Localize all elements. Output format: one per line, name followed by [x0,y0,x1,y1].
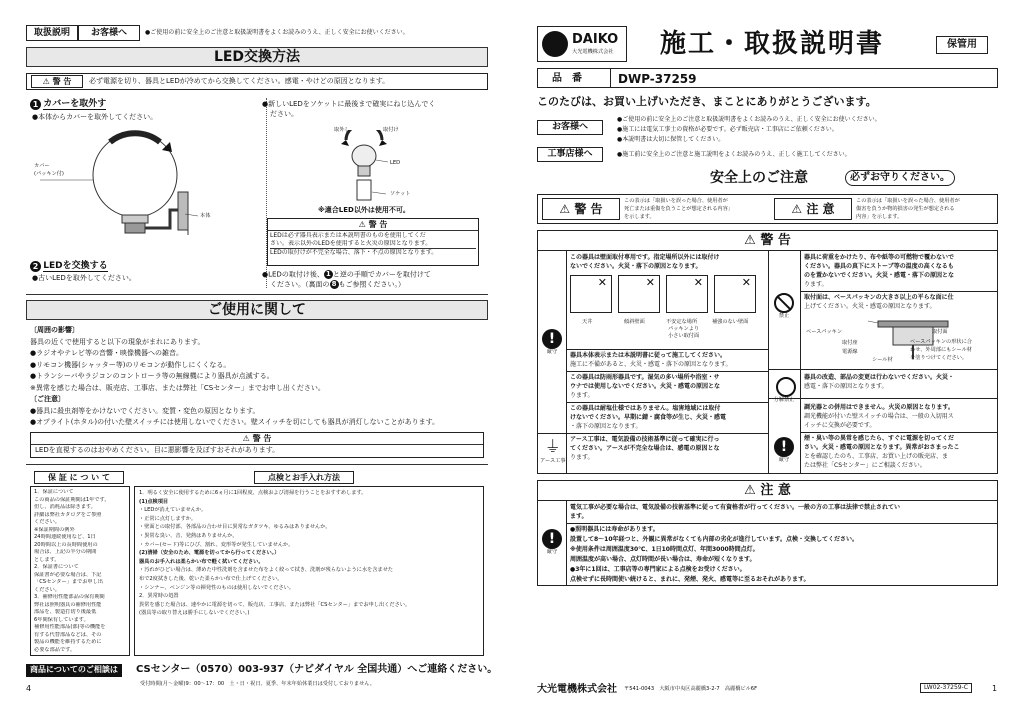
warning-triangle-icon: ⚠ [559,202,571,216]
care-box [134,486,484,656]
warning-line: ・落下の原因となります。 [570,423,642,430]
warning-triangle-icon: ⚠ [744,233,756,248]
logo-subtext: 大光電機株式会社 [572,49,614,55]
warranty-line: 「CSセンター」までお申し出 [34,579,103,585]
step1-heading [30,98,106,110]
thanks-text: このたびは、お買い上げいただき、まことにありがとうございます。 [537,95,877,108]
warranty-line: 20時間以上の長時間使用の [34,541,98,548]
step2-number: 2 [30,261,41,272]
legend-warning-label: ⚠ 警 告 [542,198,620,220]
care-line: ・シンナー、ベンジン等の揮発性のものは使用しないでください。 [139,584,295,591]
care-line: ・正常に点灯しますか。 [139,515,197,522]
warning-line: この器具は防雨形器具です。湿気の多い場所や浴室・サ [570,374,720,381]
customer-note: ●ご使用の前に安全上のご注意と取扱説明書をよくお読みのうえ、正しく安全にお使いください。 [617,116,881,123]
care-line: ・壁面との取付部、各部品の合わせ目に異常なガタツキ、ゆるみはありませんか。 [139,524,331,531]
reattach-text-1: ●LEDの取付け後、 1 と逆の手順でカバーを取付けて [262,270,431,279]
warranty-box [30,486,130,656]
must-label: 厳守 [778,457,790,463]
warning-line: 器具の改造、部品の変更は行わないでください。火災・ [804,374,955,381]
daiko-logo-icon [542,31,568,57]
warning-line: イッチに交換が必要です。 [804,422,876,429]
compatible-led-note: ※適合LED以外は使用不可。 [318,206,410,214]
warning-line: 調光機能が付いた壁スイッチの場合は、一般の入切用ス [804,413,954,420]
page-number-left: 4 [26,684,32,693]
warranty-line: 2．保証書について [34,564,79,570]
tag-customer: お客様へ [78,25,140,41]
warning-table-header: ⚠ 警 告 [538,231,997,251]
ground-label: アース工事 [540,457,566,464]
must-icon-group [542,329,562,356]
care-line: 器具のお手入れは柔らかい布で軽く拭いてください。 [139,558,264,565]
care-line: ・異常な臭い、音、発熱はありませんか。 [139,532,238,539]
step2-heading [30,260,108,272]
warning-line: ウナでは使用しないでください。火災・感電の原因とな [570,383,721,390]
caution-table-header: ⚠ 注 意 [538,481,997,501]
model-row [537,68,998,88]
x-mark-icon: ✕ [741,276,751,289]
slope-picture [618,275,660,313]
tag-manual: 取扱説明 [26,25,78,41]
warning-line: けないでください。早期に錆・腐食等が生じ、火災・感電 [570,414,727,421]
caution-triangle-icon: ⚠ [744,483,756,498]
warning-label-1: ⚠ 警 告 [31,75,83,88]
document-title: 施工・取扱説明書 [660,29,885,59]
warning-line: ります。 [804,281,828,288]
warning-line: とを確認したのち、工事店、お買い上げの販売店、ま [804,453,949,460]
x-mark-icon: ✕ [693,276,703,289]
warning-line: 調光器との併用はできません。火災の原因となります。 [804,404,954,411]
key-legend [537,194,998,224]
warning-line: ください。器具の真下にストーブ等の温度の高くなるも [804,263,954,270]
warning-line: この器具は耐塩仕様ではありません。塩害地域には取付 [570,405,721,412]
packing-label: わせ、外周部にもシール材 [910,347,972,353]
reattach-text-2: ください。（裏面の 8 もご参照ください。） [270,280,405,289]
warranty-line: 保証書が必要な場合は、下記 [34,571,102,578]
picture-label: 傾斜壁面 [624,319,645,325]
warranty-line: この商品の保証期間は1年です。 [34,496,110,503]
no-disassembly-icon-group [772,377,796,404]
warning-item-r1 [804,253,954,289]
step1-title: カバーを取外す [43,99,107,109]
care-line: 2．異常時の処置 [139,593,179,600]
usage-line: 〔周囲の影響〕 [30,326,79,334]
warning-item-r3 [804,373,954,391]
caution-line: ます。 [570,513,588,520]
picture-label: 不安定な場所 [666,319,698,325]
care-line: (2)清掃（安全のため、電源を切ってから行ってください。） [139,550,280,557]
prohibit-label: 禁止 [778,313,790,319]
prohibit-icon [774,293,794,313]
legend-line: この表示は「取扱いを誤った場合、使用者が [624,198,728,204]
warning-item-r4 [804,403,954,430]
care-line: 布で2度拭きした後、乾いた柔らかい布で仕上げてください。 [139,575,283,582]
warning2-line: LEDの取付けが不完全な場合、落下・不点の原因となります。 [270,248,476,257]
usage-line: ●器具に殺虫剤等をかけないでください。変質・変色の原因となります。 [30,406,260,415]
label-attach: 取付け [383,127,399,133]
model-label: 品 番 [552,73,582,84]
warning-item-5 [570,435,720,462]
safety-title: 安全上のご注意 [710,170,808,186]
warranty-line: 場合は、上記の半分の期間 [34,549,97,555]
warranty-line: 有する代替部品などは、その [34,631,102,638]
caution-line: ●照明器具には寿命があります。 [570,526,659,533]
usage-line: ●オプライト(ホタル)の付いた壁スイッチには使用しないでください。壁スイッチを切にしても器具が消灯しないことがあります。 [30,418,440,426]
installer-note: ●施工前に安全上のご注意と施工説明をよくお読みのうえ、正しく施工してください。 [617,151,851,158]
usage-section-title: ご使用に関して [26,300,488,320]
warranty-line: 補修用性能部品(部)等の機能を [34,624,106,630]
packing-label: を塗りつけてください。 [910,355,968,361]
care-line: ・カバー(セード)等にひび、割れ、変形等が発生していませんか。 [139,541,294,548]
caution-item-1 [570,503,900,521]
warranty-line: ください。 [34,586,60,593]
legend-line: を示します。 [624,214,655,220]
business-hours: 受付時間(月〜金曜)9：00〜17：00 土・日・祝日、夏季、年末年始休業日は受付しておりません。 [140,681,375,687]
document-code: LW02-37259-C [920,683,972,693]
caution-line: 設置して8〜10年経つと、外観に異常がなくても内部の劣化が進行しています。点検・交換してください。 [570,536,859,543]
care-line: (1)点検項目 [139,498,169,505]
legend-line: 傷害を負うか物的損害の発生が想定される [856,206,955,212]
label-body: 本体 [200,213,211,219]
legend-line: この表示は「取扱いを誤った場合、使用者が [856,198,960,204]
warning-item-r5 [804,434,960,470]
warranty-line: 6年間保有しています。 [34,616,89,623]
unstable-picture [666,275,708,313]
packing-label: 電源線 [842,349,858,355]
care-line: 異常を感じた場合は、速やかに電源を切って、販売店、工事店、または弊社「CSセンター」までお申し出ください。 [139,601,411,608]
usage-line: ※異常を感じた場合は、販売店、工事店、または弊社「CSセンター」までお申し出ください。 [30,383,325,392]
top-note: ●ご使用の前に安全上のご注意と取扱説明書をよくお読みのうえ、正しく安全にお使いください。 [145,29,409,36]
step2-title: LEDを交換する [43,261,108,271]
warning-line: ります。 [570,392,594,399]
warning-box-1 [26,73,488,90]
warranty-line: ※保証期間の例外 [34,526,75,533]
exclamation-icon: ! [774,437,794,457]
picture-label: 補強のない壁面 [712,319,749,325]
warning-line: たは弊社「CSセンター」にご相談ください。 [804,462,926,469]
installer-tag: 工事店様へ [537,147,603,162]
warning-line: ないでください。火災・落下の原因となります。 [570,263,702,270]
no-disassembly-label: 分解禁止 [773,397,795,403]
warranty-line: 必要な部品です。 [34,646,76,653]
warranty-line: 24時間連続使用など、1日 [34,534,96,540]
picture-label: パッキンより [668,326,700,332]
legend-warning-desc [624,197,733,221]
prohibit-icon-group [774,293,794,320]
ground-icon: ⏚ [544,437,561,456]
weak-wall-picture [714,275,756,313]
warning-item-1 [570,253,720,271]
warning-triangle-icon: ⚠ [242,434,250,443]
exclamation-icon: ! [542,329,562,349]
warranty-line: 詳細は弊社カタログをご参照 [34,511,102,518]
ceiling-picture [570,275,612,313]
care-title: 点検とお手入れ方法 [254,471,354,484]
usage-line: ●ラジオやテレビ等の音響・映像機器への雑音。 [30,349,183,357]
caution-line: ※使用条件は周囲温度30℃、1日10時間点灯、年間3000時間点灯。 [570,546,759,553]
led-section-title: LED交換方法 [26,47,488,67]
warranty-line: 3．補修用性能部品の保有期間 [34,594,105,600]
usage-line: 器具の近くで使用すると以下の現象がまれにあります。 [30,337,205,346]
warning-line: 施工に不備があると、火災・感電・落下の原因となります。 [570,361,732,368]
legend-caution-desc [856,197,960,221]
caution-line: 電気工事が必要な場合は、電気設備の技術基準に従って有資格者が行ってください。一般の方の工事は法律で禁止されてい [570,504,901,511]
step1-text: ●本体からカバーを取外してください。 [32,113,158,121]
packing-label: 取付面 [932,329,948,335]
warning-box-2 [267,218,479,266]
packing-label: ベースパッキン [806,329,843,335]
label-socket: ソケット [390,191,411,197]
caution-line: 点検せずに長時間使い続けると、まれに、発煙、発火、感電等に至るおそれがあります。 [570,576,810,583]
warning-triangle-icon: ⚠ [42,77,50,86]
new-led-text-2: ださい。 [270,110,298,118]
warranty-line: 製品の機能を維持するために [34,639,102,645]
warning-item-3 [570,373,720,400]
customer-note: ●本説明書は大切に保管してください。 [617,136,725,143]
step2-text: ●古いLEDを取外してください。 [32,274,136,282]
warning-table [537,230,998,474]
usage-line: 〔ご注意〕 [30,395,65,403]
usage-list [30,325,439,429]
step1-number: 1 [30,99,41,110]
must-label: 厳守 [546,549,558,555]
packing-label: シール材 [872,357,893,363]
install-location-pictures [570,275,764,345]
customer-note: ●施工には電気工事士の資格が必要です。必ず販売店・工事店にご依頼ください。 [617,126,838,133]
warranty-line: 但し、消耗品は除きます。 [34,504,96,510]
company-address: 〒541-0043 大阪市中央区高麗橋3-2-7 高麗橋ビル6F [624,686,758,692]
legend-line: 死亡または重傷を負うことが想定される内容」 [624,206,733,212]
caution-table [537,480,998,586]
lamp-illustration [40,120,240,260]
warning-box-3 [30,432,484,458]
packing-label: 取付座 [842,340,858,346]
warning-line: 取付面は、ベースパッキンの大きさ以上の平らな面に仕 [804,294,954,301]
warranty-line: とします。 [34,556,60,563]
model-number: DWP-37259 [618,72,697,86]
warning-line: のを置かないでください。火災・感電・落下の原因とな [804,272,955,279]
usage-line: ●リモコン機器(シャッター等)のリモコンが動作しにくくなる。 [30,360,231,369]
page-number-right: 1 [992,684,998,693]
packing-label: ベースパッキンの形状に合 [910,339,972,345]
warning2-line: さい。表示以外のLEDを使用すると火災の原因となります。 [270,240,432,248]
safety-pill: 必ずお守りください。 [845,170,955,186]
must-icon-group-2 [774,437,794,464]
logo-text: DAIKO [572,32,619,47]
care-line: (器具等の取り替えは勝手にしないでください。) [139,610,250,617]
no-disassembly-icon [776,377,796,397]
caution-triangle-icon: ⚠ [791,202,803,216]
warning-line: この器具は壁面取付専用です。指定場所以外には取付け [570,254,720,261]
warning2-line: LEDは必ず器具表示または本説明書のものを使用してくだ [270,232,426,239]
new-led-text-1: ●新しいLEDをソケットに最後まで確実にねじ込んでく [262,100,436,108]
x-mark-icon: ✕ [645,276,655,289]
warning-text-1: 必ず電源を切り、器具とLEDが冷めてから交換してください。感電・やけどの原因となります。 [89,77,390,85]
must-label: 厳守 [546,349,558,355]
warning-line: 器具本体表示または本説明書に従って施工してください。 [570,352,727,359]
label-led: LED [390,160,401,166]
care-line: ・LEDが消えていませんか。 [139,507,207,514]
warning-line: さい。火災・感電の原因となります。異常がおさまったこ [804,444,960,451]
warning-line: アース工事は、電気設備の技術基準に従って確実に行っ [570,436,720,443]
warning-item-4 [570,404,726,431]
keep-label: 保管用 [936,36,988,54]
legend-caution-label: ⚠ 注 意 [774,198,852,220]
warranty-line: 弊社は照明器具の補修用性能 [34,601,102,608]
label-remove: 取外し [334,127,350,133]
label-cover: カバー [34,163,50,169]
caution-line: ●3年に1回は、工事店等の専門家による点検をお受けください。 [570,566,746,573]
warning-line: てください。アースが不完全な場合は、感電の原因とな [570,445,720,452]
warning-line: ります。 [570,454,594,461]
company-name: 大光電機株式会社 [537,684,617,695]
warning-line: 上げてください。火災・感電の原因となります。 [804,303,936,310]
warning-label-2: ⚠ 警 告 [268,219,478,231]
warning-line: 器具に荷重をかけたり、布や紙等の可燃物で覆わないで [804,254,955,261]
x-mark-icon: ✕ [597,276,607,289]
customer-tag: お客様へ [537,120,603,135]
warning-line: 煙・臭い等の異常を感じたら、すぐに電源を切ってくだ [804,435,955,442]
warning-item-r2 [804,293,954,311]
consult-text: CSセンター（0570）003-937（ナビダイヤル 全国共通）へご連絡ください。 [136,664,498,675]
must-icon-group-3 [542,529,562,556]
legend-line: 内容」を示します。 [856,214,903,220]
warning-line: 感電・落下の原因となります。 [804,383,888,390]
care-line: ・汚れがひどい場合は、薄めた中性洗剤を含ませた布をよく絞って拭き、洗剤が残らないように水を含ませた [139,567,393,574]
warranty-line: ください。 [34,519,60,525]
customer-notes [617,115,881,145]
picture-label: 小さい取付面 [668,333,700,339]
caution-item-2 [570,525,858,585]
warning-label-3: ⚠ 警 告 [31,433,483,445]
care-line: 1．明るく安全に使用するために6ヵ月に1回程度、点検および清掃を行うことをおすすめします。 [139,490,367,496]
label-packing: (パッキン付) [34,171,64,177]
warranty-title: 保 証 に つ い て [34,471,124,484]
logo-box [537,26,627,62]
warning-triangle-icon: ⚠ [358,220,366,229]
warranty-line: 1．保証について [34,489,74,495]
warning-text-3: LEDを直視するのはおやめください。目に悪影響を及ぼすおそれがあります。 [35,446,280,454]
warning-item-2 [570,351,732,369]
consult-label: 商品についてのご相談は [26,664,122,677]
picture-label: 天井 [582,319,593,325]
exclamation-icon: ! [542,529,562,549]
warranty-line: 部品を、製造打切り後最低 [34,609,97,615]
caution-line: 周囲温度が高い場合、点灯時間が長い場合は、寿命が短くなります。 [570,556,756,563]
ground-icon-group [540,436,566,465]
usage-line: ●トランシーバやラジコンのコントローラ等の無線機により器具が点滅する。 [30,372,274,380]
